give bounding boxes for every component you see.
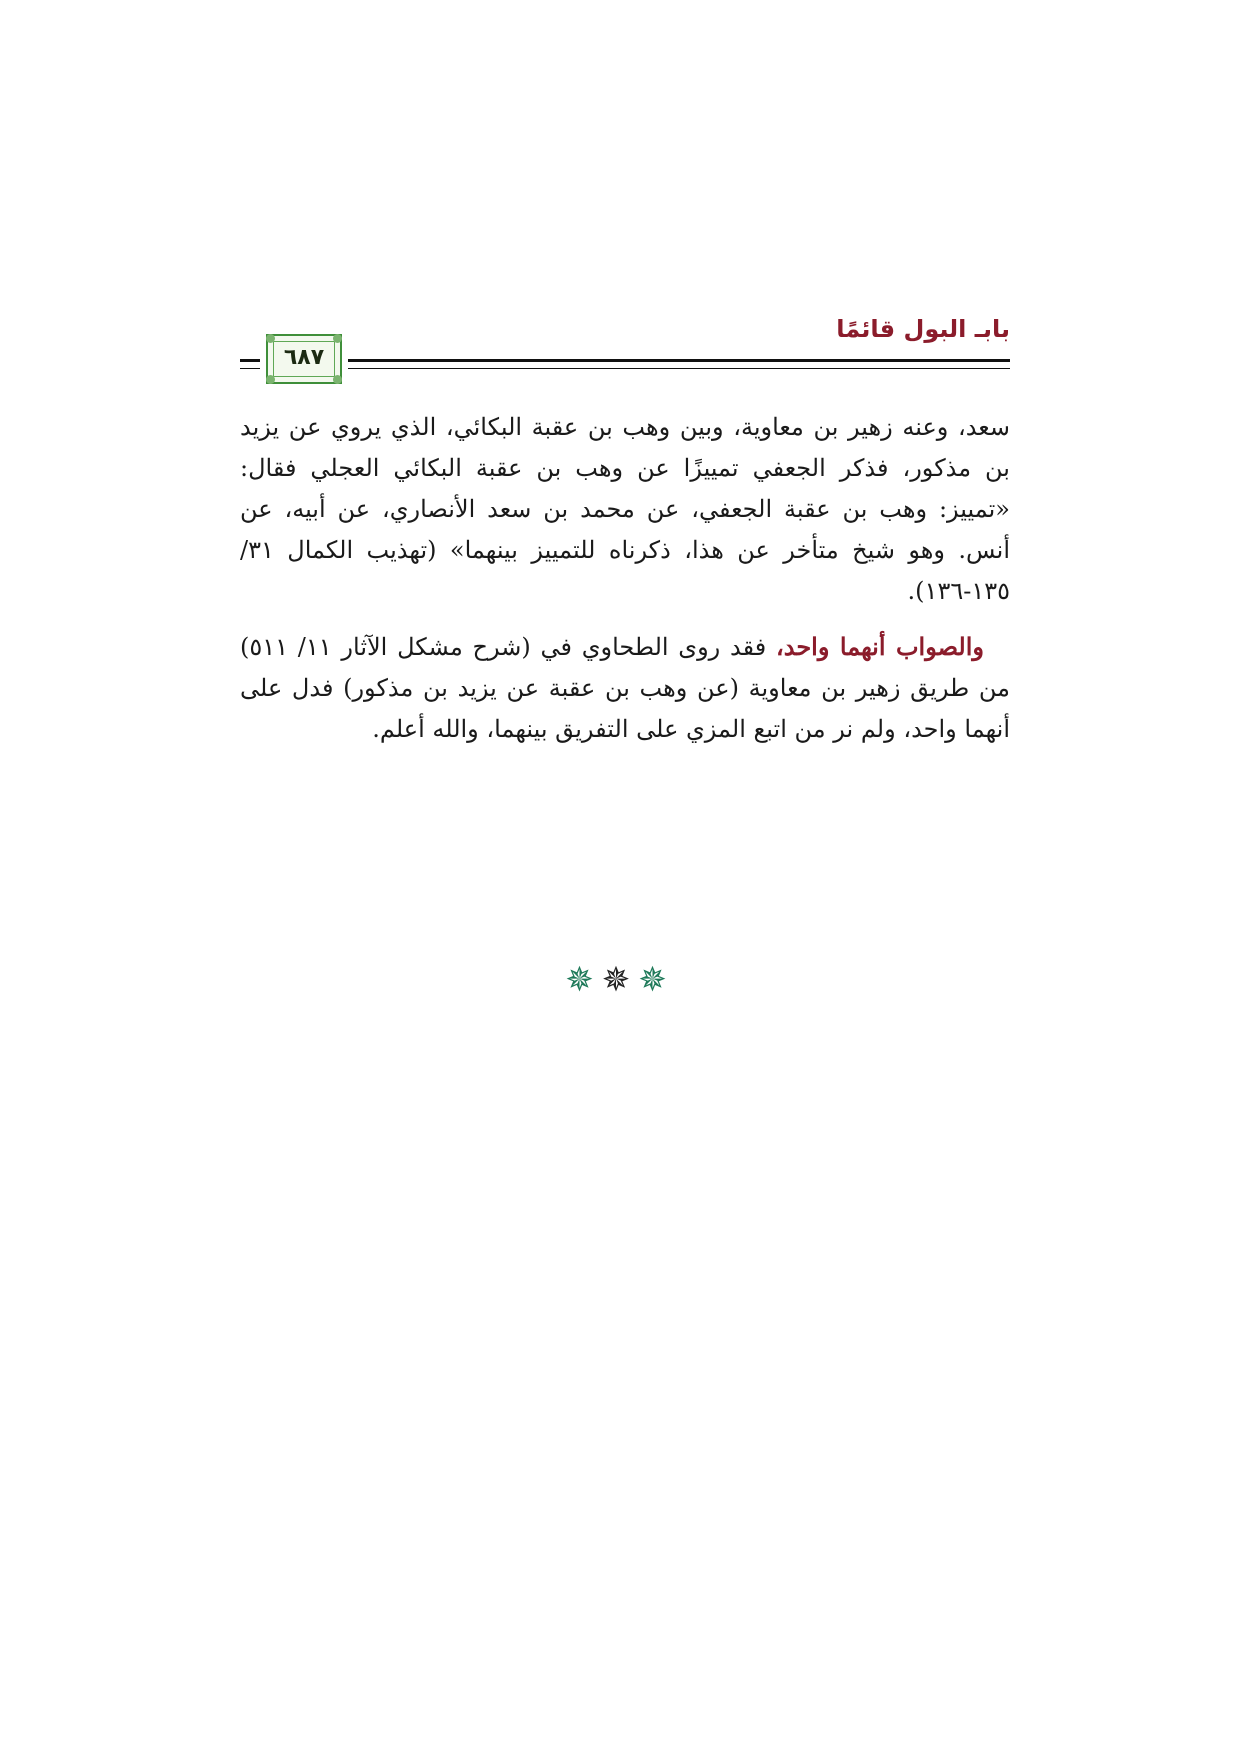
emphasized-lead: والصواب أنهما واحد،: [775, 632, 985, 661]
page-number-badge: [266, 334, 342, 384]
main-text: [240, 407, 1010, 750]
running-header: [240, 315, 1010, 387]
paragraph-1: سعد، وعنه زهير بن معاوية، وبين وهب بن عقبة البكائي، الذي يروي عن يزيد بن مذكور، فذكر الجعفي تمييزًا عن وهب بن عقبة البكائي العجلي فقال: «تمييز: وهب بن عقبة الجعفي، عن محمد بن سعد الأنصاري، عن أبيه، عن أنس. وهو شيخ متأخر عن هذا، ذكرناه للتمييز بينهما» (تهذيب الكمال ٣١/ ١٣٥-١٣٦).: [240, 413, 1011, 605]
paragraph-2: [240, 626, 1010, 750]
badge-corner-ornament: [333, 375, 342, 384]
section-end-ornaments: [0, 960, 1240, 1000]
chapter-title: بابـ البول قائمًا: [836, 315, 1010, 343]
page-number: ٦٨٧: [283, 345, 325, 370]
star-ornament-icon: ✵: [565, 960, 602, 1000]
header-rule-left: [240, 359, 260, 369]
paragraph-2-text: فقد روى الطحاوي في (شرح مشكل الآثار ١١/ ٥١١) من طريق زهير بن معاوية (عن وهب بن عقبة عن يزيد بن مذكور) فدل على أنهما واحد، ولم نر من اتبع المزي على التفريق بينهما، والله أعلم.: [240, 633, 1010, 743]
header-rule-right: [348, 359, 1010, 369]
star-ornament-icon: ✵: [601, 960, 639, 1000]
star-ornament-icon: ✵: [638, 960, 675, 1000]
badge-corner-ornament: [266, 375, 275, 384]
badge-corner-ornament: [266, 334, 275, 343]
badge-corner-ornament: [333, 334, 342, 343]
